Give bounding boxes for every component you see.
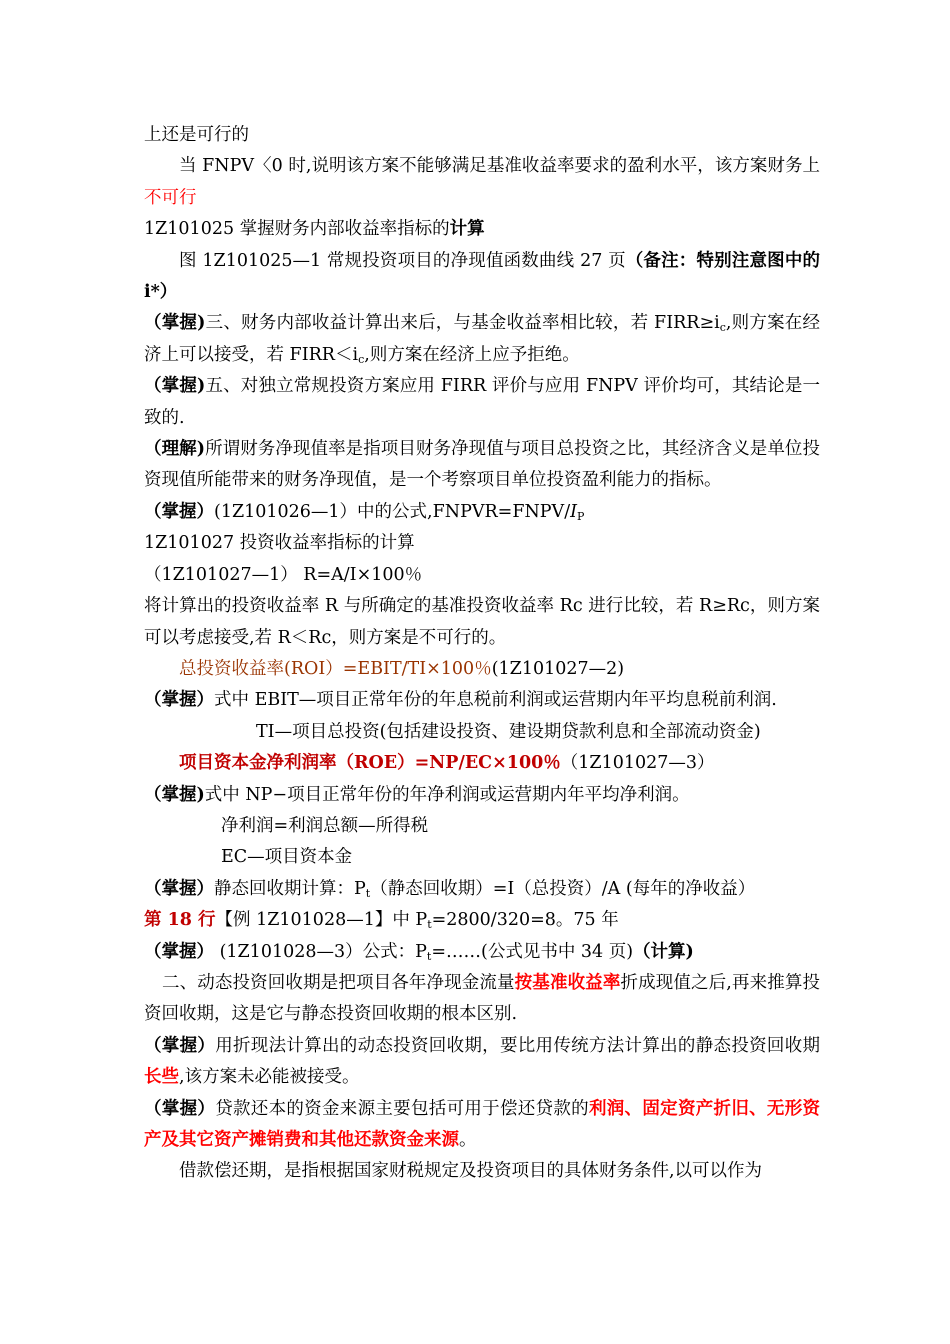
- remark-note: （备注：特别注意图中的 i*）: [144, 250, 820, 303]
- para-discount-method: （掌握）用折现法计算出的动态投资回收期，要比用传统方法计算出的静态投资回收期长些,该方案未必能被接受。: [144, 1035, 821, 1088]
- tag-master: （掌握): [144, 313, 206, 334]
- formula-roi: 总投资收益率(ROI）=EBIT/TI×100％(1Z101027—2): [179, 658, 625, 679]
- para-static-payback: （掌握）静态回收期计算：$P_t$（静态回收期）=I（总投资）/A (每年的净收益）: [144, 878, 756, 900]
- formula-roe: 项目资本金净利润率（ROE）=NP/EC×100％（1Z101027—3）: [179, 753, 715, 774]
- line-reference: 第 18 行: [144, 910, 216, 931]
- para-roi-compare: 将计算出的投资收益率 R 与所确定的基准投资收益率 Rc 进行比较，若 R≥Rc，则方案可以考虑接受,若 R＜Rc，则方案是不可行的。: [144, 596, 820, 648]
- emphasis-not-feasible: 不可行: [144, 187, 197, 208]
- formula-1z101027-1: （1Z101027—1） R=A/I×100％: [144, 564, 423, 585]
- para-continuation: 上还是可行的: [144, 125, 249, 145]
- para-independent-plan: （掌握)五、对独立常规投资方案应用 FIRR 评价与应用 FNPV 评价均可，其结论是一致的.: [144, 376, 821, 428]
- para-formula-1z101028-3: （掌握） (1Z101028—3）公式：$P_t=\dots\dots$(公式见书中 34 页)（计算): [144, 941, 694, 963]
- para-dynamic-payback: 二、动态投资回收期是把项目各年净现金流量按基准收益率折成现值之后,再来推算投资回收期，这是它与静态投资回收期的根本区别.: [144, 972, 821, 1025]
- para-fnpv-negative: 当 FNPV〈0 时,说明该方案不能够满足基准收益率要求的盈利水平，该方案财务上不可行: [144, 156, 820, 208]
- tag-master: （掌握）: [144, 1098, 216, 1119]
- para-fnpvr-definition: （理解)所谓财务净现值率是指项目财务净现值与项目总投资之比，其经济含义是单位投资现值所能带来的财务净现值，是一个考察项目单位投资盈利能力的指标。: [144, 439, 821, 491]
- section-heading-1z101027: 1Z101027 投资收益率指标的计算: [144, 533, 415, 554]
- tag-master: （掌握）: [144, 501, 214, 522]
- para-ebit-definition: （掌握）式中 EBIT—项目正常年份的年息税前利润或运营期内年平均息税前利润.: [144, 690, 777, 711]
- para-np-definition: （掌握)式中 NP−项目正常年份的年净利润或运营期内年平均净利润。: [144, 784, 690, 805]
- para-repayment-sources: （掌握）贷款还本的资金来源主要包括可用于偿还贷款的利润、固定资产折旧、无形资产及其它资产摊销费和其他还款资金来源。: [144, 1098, 821, 1150]
- tag-master: （掌握): [144, 376, 206, 397]
- para-repayment-period: 借款偿还期，是指根据国家财税规定及投资项目的具体财务条件,以可以作为: [179, 1161, 763, 1182]
- tag-master: （掌握）: [144, 690, 214, 711]
- para-fnpvr-formula: （掌握）(1Z101026—1）中的公式$,FNPVR=FNPV/I_P$: [144, 501, 585, 523]
- tag-master: （掌握): [144, 784, 205, 805]
- para-firr-compare: （掌握)三、财务内部收益计算出来后，与基金收益率相比较，若 $FIRR\ge i_c$,则方案在经济上可以接受，若 $FIRR<i_c$,则方案在经济上应予拒绝。: [144, 313, 821, 366]
- para-ec-definition: EC—项目资本金: [221, 847, 353, 868]
- tag-master: （掌握）: [144, 941, 214, 962]
- para-figure-note: 图 1Z101025—1 常规投资项目的净现值函数曲线 27 页（备注：特别注意图中的 i*）: [144, 250, 820, 303]
- formula-net-profit: 净利润=利润总额—所得税: [221, 815, 429, 836]
- section-heading-1z101025: 1Z101025 掌握财务内部收益率指标的计算: [144, 219, 485, 240]
- tag-understand: （理解): [144, 439, 205, 460]
- para-ti-definition: TI—项目总投资(包括建设投资、建设期贷款利息和全部流动资金): [256, 721, 761, 742]
- page-body: [144, 120, 820, 1188]
- para-example-1z101028-1: 第 18 行【例 1Z101028—1】中 $P_t=2800/320=8$。75 年: [144, 910, 619, 932]
- tag-master: （掌握）: [144, 878, 214, 899]
- tag-master: （掌握）: [144, 1035, 216, 1056]
